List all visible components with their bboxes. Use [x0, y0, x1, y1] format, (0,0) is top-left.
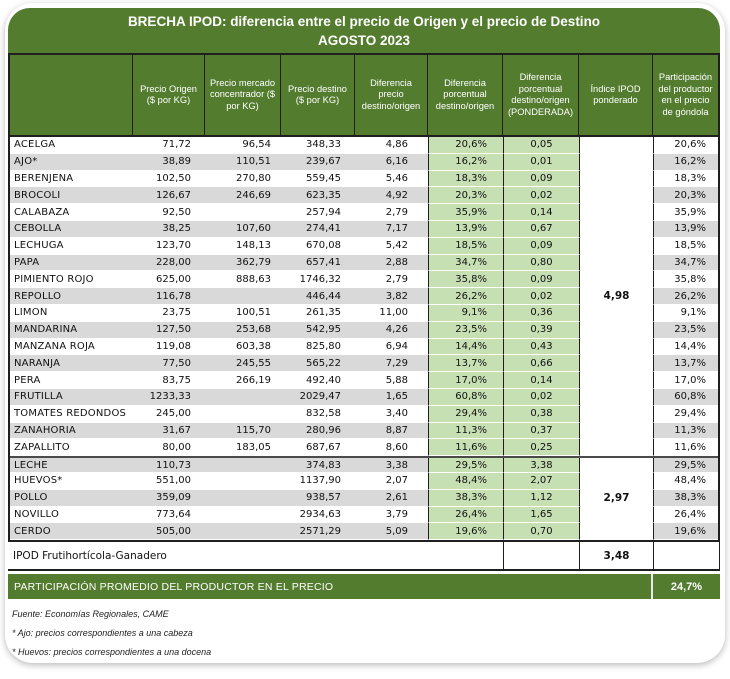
cell-origen: 38,89 — [133, 154, 205, 171]
cell-dif: 2,88 — [355, 255, 428, 272]
ipod-report-table — [8, 8, 720, 666]
cell-part: 60,8% — [653, 389, 718, 406]
cell-pond: 0,02 — [503, 288, 579, 305]
cell-part: 20,6% — [653, 137, 718, 154]
cell-ipod — [579, 372, 653, 389]
cell-mercado: 107,60 — [205, 221, 281, 238]
cell-destino: 257,94 — [281, 204, 355, 221]
cell-mercado — [205, 389, 281, 406]
cell-mercado — [205, 288, 281, 305]
cell-mercado: 266,19 — [205, 372, 281, 389]
cell-ipod — [579, 322, 653, 339]
product-name: LIMON — [10, 305, 133, 322]
cell-origen: 505,00 — [133, 523, 205, 540]
cell-part: 16,2% — [653, 154, 718, 171]
cell-ipod — [579, 406, 653, 423]
cell-destino: 2571,29 — [281, 523, 355, 540]
cell-pct: 38,3% — [428, 490, 503, 507]
cell-pond: 0,80 — [503, 255, 579, 272]
cell-ipod — [579, 523, 653, 540]
product-name: CEBOLLA — [10, 221, 133, 238]
cell-part: 35,8% — [653, 271, 718, 288]
product-name: NARANJA — [10, 355, 133, 372]
cell-pond: 0,02 — [503, 389, 579, 406]
cell-destino: 559,45 — [281, 171, 355, 188]
cell-mercado: 183,05 — [205, 439, 281, 456]
table-row-brocoli — [10, 187, 718, 204]
cell-destino: 542,95 — [281, 322, 355, 339]
table-row-cebolla — [10, 221, 718, 238]
column-header-7: Índice IPOD ponderado — [579, 55, 653, 135]
cell-pct: 17,0% — [428, 372, 503, 389]
cell-dif: 8,60 — [355, 439, 428, 456]
cell-part: 19,6% — [653, 523, 718, 540]
cell-part: 14,4% — [653, 339, 718, 356]
cell-dif: 2,79 — [355, 204, 428, 221]
cell-pond: 0,39 — [503, 322, 579, 339]
cell-pct: 16,2% — [428, 154, 503, 171]
cell-origen: 31,67 — [133, 423, 205, 440]
cell-ipod — [579, 137, 653, 154]
cell-mercado: 148,13 — [205, 238, 281, 255]
cell-origen: 92,50 — [133, 204, 205, 221]
cell-pct: 29,5% — [428, 458, 503, 473]
cell-destino: 239,67 — [281, 154, 355, 171]
participation-band — [8, 574, 720, 599]
cell-pct: 14,4% — [428, 339, 503, 356]
cell-destino: 687,67 — [281, 439, 355, 456]
product-name: ZAPALLITO — [10, 439, 133, 456]
cell-destino: 1746,32 — [281, 271, 355, 288]
table-row-novillo — [10, 507, 718, 524]
cell-origen: 245,00 — [133, 406, 205, 423]
table-row-naranja — [10, 355, 718, 372]
cell-part: 23,5% — [653, 322, 718, 339]
cell-ipod — [579, 255, 653, 272]
cell-pct: 26,2% — [428, 288, 503, 305]
cell-mercado — [205, 406, 281, 423]
cell-dif: 3,82 — [355, 288, 428, 305]
cell-pond: 0,09 — [503, 171, 579, 188]
cell-ipod — [579, 171, 653, 188]
cell-pond: 0,38 — [503, 406, 579, 423]
cell-pond: 0,09 — [503, 238, 579, 255]
cell-pond: 0,01 — [503, 154, 579, 171]
product-name: REPOLLO — [10, 288, 133, 305]
cell-dif: 8,87 — [355, 423, 428, 440]
cell-destino: 274,41 — [281, 221, 355, 238]
cell-part: 18,3% — [653, 171, 718, 188]
cell-mercado: 362,79 — [205, 255, 281, 272]
cell-part: 26,2% — [653, 288, 718, 305]
cell-dif: 7,17 — [355, 221, 428, 238]
cell-mercado: 246,69 — [205, 187, 281, 204]
product-name: CALABAZA — [10, 204, 133, 221]
cell-mercado — [205, 204, 281, 221]
cell-dif: 4,86 — [355, 137, 428, 154]
cell-destino: 825,80 — [281, 339, 355, 356]
cell-ipod — [579, 271, 653, 288]
cell-part: 9,1% — [653, 305, 718, 322]
column-header-0 — [10, 55, 133, 135]
table-row-cerdo — [10, 523, 718, 540]
product-name: CERDO — [10, 523, 133, 540]
cell-dif: 5,09 — [355, 523, 428, 540]
cell-destino: 348,33 — [281, 137, 355, 154]
cell-destino: 1137,90 — [281, 473, 355, 490]
cell-pct: 35,8% — [428, 271, 503, 288]
cell-pct: 48,4% — [428, 473, 503, 490]
cell-origen: 83,75 — [133, 372, 205, 389]
cell-dif: 7,29 — [355, 355, 428, 372]
cell-ipod — [579, 507, 653, 524]
cell-destino: 565,22 — [281, 355, 355, 372]
cell-pct: 11,3% — [428, 423, 503, 440]
product-name: LECHE — [10, 458, 133, 473]
cell-pct: 34,7% — [428, 255, 503, 272]
footnote-huevos: * Huevos: precios correspondientes a una docena — [12, 647, 212, 658]
cell-origen: 110,73 — [133, 458, 205, 473]
cell-part: 13,7% — [653, 355, 718, 372]
cell-destino: 832,58 — [281, 406, 355, 423]
cell-dif: 2,79 — [355, 271, 428, 288]
cell-mercado — [205, 458, 281, 473]
cell-dif: 3,79 — [355, 507, 428, 524]
cell-origen: 77,50 — [133, 355, 205, 372]
column-header-1: Precio Origen ($ por KG) — [133, 55, 205, 135]
product-name: NOVILLO — [10, 507, 133, 524]
cell-dif: 4,92 — [355, 187, 428, 204]
cell-dif: 5,88 — [355, 372, 428, 389]
product-name: TOMATES REDONDOS — [10, 406, 133, 423]
cell-dif: 1,65 — [355, 389, 428, 406]
cell-part: 18,5% — [653, 238, 718, 255]
cell-destino: 2029,47 — [281, 389, 355, 406]
cell-destino: 657,41 — [281, 255, 355, 272]
cell-pct: 23,5% — [428, 322, 503, 339]
ipod-summary-blank-ponderada — [503, 542, 579, 569]
cell-ipod — [579, 355, 653, 372]
cell-pond: 0,66 — [503, 355, 579, 372]
cell-part: 29,5% — [653, 458, 718, 473]
cell-mercado: 115,70 — [205, 423, 281, 440]
participation-value: 24,7% — [651, 574, 720, 599]
report-title: BRECHA IPOD: diferencia entre el precio de Origen y el precio de Destino — [127, 13, 601, 29]
cell-dif: 2,61 — [355, 490, 428, 507]
cell-ipod — [579, 439, 653, 456]
report-subtitle: AGOSTO 2023 — [317, 32, 411, 48]
cell-part: 35,9% — [653, 204, 718, 221]
cell-pct: 18,5% — [428, 238, 503, 255]
table-row-huevos- — [10, 473, 718, 490]
table-row-manzana-roja — [10, 339, 718, 356]
cell-pct: 13,9% — [428, 221, 503, 238]
cell-pct: 11,6% — [428, 439, 503, 456]
cell-origen: 625,00 — [133, 271, 205, 288]
cell-pct: 18,3% — [428, 171, 503, 188]
cell-pond: 0,09 — [503, 271, 579, 288]
cell-destino: 374,83 — [281, 458, 355, 473]
table-row-calabaza — [10, 204, 718, 221]
cell-pond: 2,07 — [503, 473, 579, 490]
table-header-row — [8, 55, 720, 137]
cell-ipod — [579, 154, 653, 171]
cell-mercado: 888,63 — [205, 271, 281, 288]
table-row-tomates-redondos — [10, 406, 718, 423]
footnote-ajo: * Ajo: precios correspondientes a una cabeza — [12, 628, 193, 639]
cell-ipod: 2,97 — [579, 490, 653, 507]
cell-mercado — [205, 523, 281, 540]
column-header-4: Diferencia precio destino/origen — [355, 55, 428, 135]
table-row-mandarina — [10, 322, 718, 339]
cell-part: 17,0% — [653, 372, 718, 389]
cell-pct: 35,9% — [428, 204, 503, 221]
cell-pct: 26,4% — [428, 507, 503, 524]
cell-origen: 1233,33 — [133, 389, 205, 406]
cell-dif: 5,46 — [355, 171, 428, 188]
cell-destino: 446,44 — [281, 288, 355, 305]
cell-pct: 20,3% — [428, 187, 503, 204]
cell-mercado: 270,80 — [205, 171, 281, 188]
product-name: ZANAHORIA — [10, 423, 133, 440]
cell-mercado: 110,51 — [205, 154, 281, 171]
product-name: LECHUGA — [10, 238, 133, 255]
participation-label: PARTICIPACIÓN PROMEDIO DEL PRODUCTOR EN EL PRECIO — [14, 580, 334, 593]
ipod-summary-label: IPOD Frutihortícola-Ganadero — [13, 549, 167, 562]
product-name: BROCOLI — [10, 187, 133, 204]
cell-destino: 492,40 — [281, 372, 355, 389]
table-row-pollo — [10, 490, 718, 507]
cell-ipod — [579, 238, 653, 255]
table-row-acelga — [10, 137, 718, 154]
cell-pct: 60,8% — [428, 389, 503, 406]
column-header-5: Diferencia porcentual destino/origen — [428, 55, 503, 135]
product-name: AJO* — [10, 154, 133, 171]
product-name: MANZANA ROJA — [10, 339, 133, 356]
cell-pct: 9,1% — [428, 305, 503, 322]
cell-part: 38,3% — [653, 490, 718, 507]
cell-pond: 3,38 — [503, 458, 579, 473]
table-body — [8, 137, 720, 542]
cell-pond: 0,37 — [503, 423, 579, 440]
cell-mercado: 100,51 — [205, 305, 281, 322]
cell-dif: 3,40 — [355, 406, 428, 423]
cell-dif: 3,38 — [355, 458, 428, 473]
cell-origen: 119,08 — [133, 339, 205, 356]
report-title-bar — [8, 8, 720, 55]
cell-part: 34,7% — [653, 255, 718, 272]
table-row-pimiento-rojo — [10, 271, 718, 288]
cell-origen: 228,00 — [133, 255, 205, 272]
product-name: ACELGA — [10, 137, 133, 154]
cell-pond: 0,02 — [503, 187, 579, 204]
cell-dif: 6,16 — [355, 154, 428, 171]
cell-mercado: 245,55 — [205, 355, 281, 372]
cell-part: 11,6% — [653, 439, 718, 456]
table-row-ajo- — [10, 154, 718, 171]
product-name: PERA — [10, 372, 133, 389]
cell-mercado: 603,38 — [205, 339, 281, 356]
product-name: PAPA — [10, 255, 133, 272]
cell-pond: 0,43 — [503, 339, 579, 356]
ipod-summary-row — [8, 542, 720, 571]
cell-dif: 5,42 — [355, 238, 428, 255]
table-row-zapallito — [10, 439, 718, 456]
cell-pond: 0,14 — [503, 204, 579, 221]
cell-part: 48,4% — [653, 473, 718, 490]
cell-destino: 261,35 — [281, 305, 355, 322]
column-header-6: Diferencia porcentual destino/origen (PONDERADA) — [503, 55, 579, 135]
cell-origen: 23,75 — [133, 305, 205, 322]
cell-part: 29,4% — [653, 406, 718, 423]
cell-ipod — [579, 187, 653, 204]
table-row-limon — [10, 305, 718, 322]
ipod-summary-blank-participacion — [653, 542, 719, 569]
cell-mercado — [205, 490, 281, 507]
cell-ipod — [579, 423, 653, 440]
cell-dif: 4,26 — [355, 322, 428, 339]
cell-ipod — [579, 221, 653, 238]
cell-pond: 0,25 — [503, 439, 579, 456]
column-header-2: Precio mercado concentrador ($ por KG) — [205, 55, 281, 135]
cell-origen: 38,25 — [133, 221, 205, 238]
cell-origen: 71,72 — [133, 137, 205, 154]
cell-pct: 20,6% — [428, 137, 503, 154]
cell-pond: 0,36 — [503, 305, 579, 322]
cell-pond: 0,05 — [503, 137, 579, 154]
footnotes — [8, 609, 720, 657]
ipod-summary-value: 3,48 — [579, 542, 653, 569]
cell-ipod: 4,98 — [579, 288, 653, 305]
column-header-3: Precio destino ($ por KG) — [281, 55, 355, 135]
cell-pond: 1,12 — [503, 490, 579, 507]
product-name: FRUTILLA — [10, 389, 133, 406]
cell-ipod — [579, 389, 653, 406]
cell-origen: 359,09 — [133, 490, 205, 507]
cell-origen: 123,70 — [133, 238, 205, 255]
cell-origen: 102,50 — [133, 171, 205, 188]
column-header-8: Participación del productor en el precio de góndola — [658, 72, 713, 117]
cell-part: 20,3% — [653, 187, 718, 204]
cell-ipod — [579, 458, 653, 473]
cell-origen: 126,67 — [133, 187, 205, 204]
cell-ipod — [579, 204, 653, 221]
cell-destino: 2934,63 — [281, 507, 355, 524]
cell-pct: 13,7% — [428, 355, 503, 372]
cell-part: 11,3% — [653, 423, 718, 440]
product-name: HUEVOS* — [10, 473, 133, 490]
table-row-frutilla — [10, 389, 718, 406]
cell-part: 13,9% — [653, 221, 718, 238]
cell-part: 26,4% — [653, 507, 718, 524]
cell-pond: 1,65 — [503, 507, 579, 524]
footnote-source: Fuente: Economías Regionales, CAME — [12, 609, 169, 620]
product-name: MANDARINA — [10, 322, 133, 339]
table-row-pera — [10, 372, 718, 389]
cell-dif: 2,07 — [355, 473, 428, 490]
cell-pond: 0,67 — [503, 221, 579, 238]
product-name: PIMIENTO ROJO — [10, 271, 133, 288]
cell-mercado: 96,54 — [205, 137, 281, 154]
cell-pct: 19,6% — [428, 523, 503, 540]
cell-dif: 6,94 — [355, 339, 428, 356]
cell-pond: 0,14 — [503, 372, 579, 389]
product-name: POLLO — [10, 490, 133, 507]
cell-mercado — [205, 473, 281, 490]
cell-origen: 551,00 — [133, 473, 205, 490]
table-row-zanahoria — [10, 423, 718, 440]
table-row-papa — [10, 255, 718, 272]
cell-destino: 280,96 — [281, 423, 355, 440]
product-name: BERENJENA — [10, 171, 133, 188]
cell-destino: 938,57 — [281, 490, 355, 507]
table-row-repollo — [10, 288, 718, 305]
cell-pct: 29,4% — [428, 406, 503, 423]
cell-origen: 80,00 — [133, 439, 205, 456]
cell-destino: 623,35 — [281, 187, 355, 204]
table-row-lechuga — [10, 238, 718, 255]
cell-destino: 670,08 — [281, 238, 355, 255]
table-row-leche — [10, 456, 718, 473]
cell-origen: 127,50 — [133, 322, 205, 339]
cell-ipod — [579, 305, 653, 322]
cell-mercado: 253,68 — [205, 322, 281, 339]
cell-origen: 116,78 — [133, 288, 205, 305]
cell-pond: 0,70 — [503, 523, 579, 540]
cell-ipod — [579, 339, 653, 356]
cell-ipod — [579, 473, 653, 490]
table-row-berenjena — [10, 171, 718, 188]
cell-mercado — [205, 507, 281, 524]
cell-dif: 11,00 — [355, 305, 428, 322]
cell-origen: 773,64 — [133, 507, 205, 524]
